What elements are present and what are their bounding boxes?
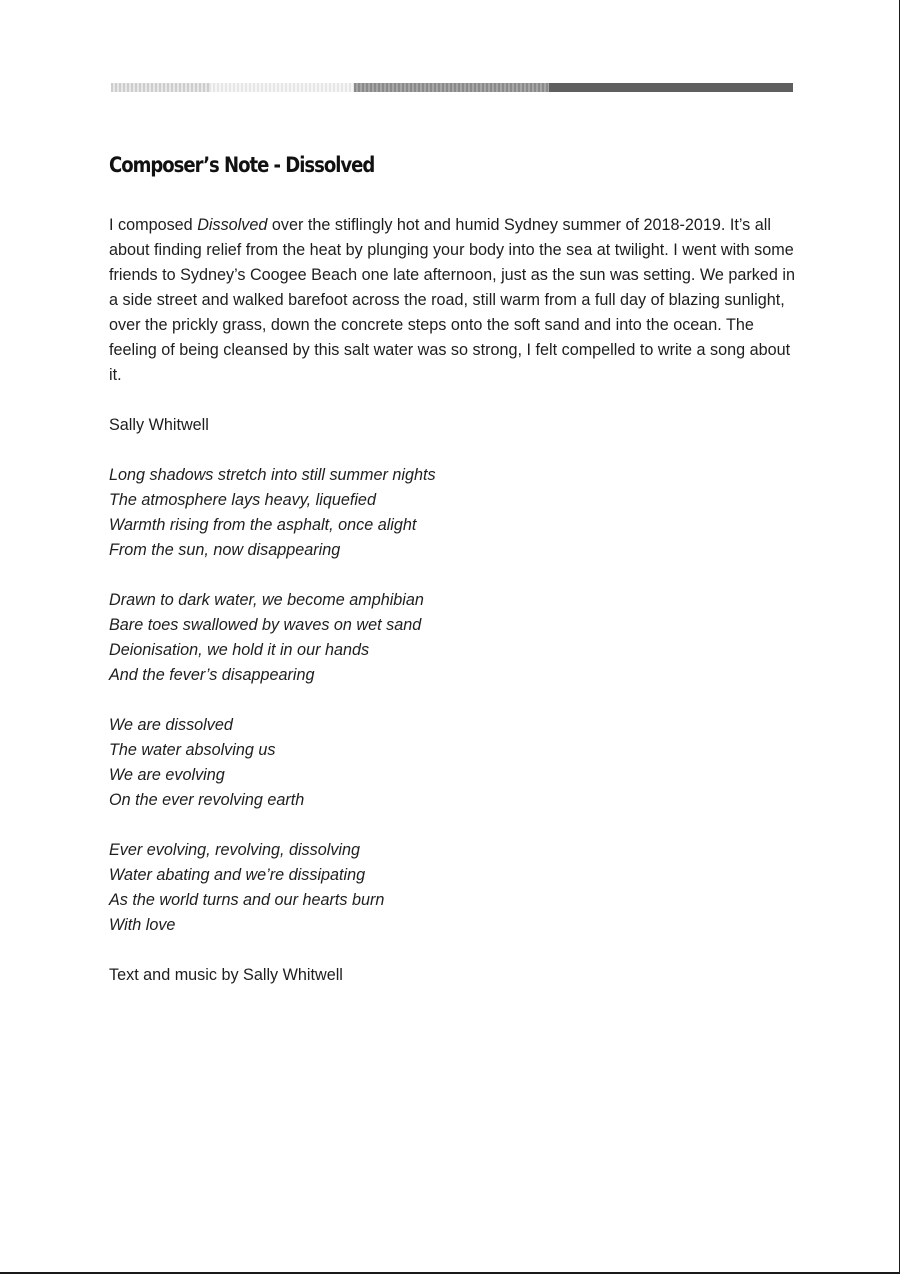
lyric-line: Drawn to dark water, we become amphibian	[109, 591, 424, 609]
lyric-line: The water absolving us	[109, 741, 276, 759]
credit-line: Text and music by Sally Whitwell	[109, 966, 343, 984]
header-bar-segment	[111, 83, 209, 92]
lyric-line: Water abating and we’re dissipating	[109, 866, 366, 884]
lyric-line: As the world turns and our hearts burn	[109, 891, 385, 909]
header-bar-segment	[549, 83, 793, 92]
lyric-stanza-2	[109, 588, 799, 688]
lyric-line: We are dissolved	[109, 716, 233, 734]
header-bar-segment	[354, 83, 549, 92]
page-title: Composer’s Note - Dissolved	[109, 153, 375, 177]
lyric-line: Long shadows stretch into still summer nights	[109, 466, 436, 484]
lyric-stanza-4	[109, 838, 799, 938]
lyric-line: Bare toes swallowed by waves on wet sand	[109, 616, 422, 634]
intro-work-title: Dissolved	[197, 216, 268, 234]
signature: Sally Whitwell	[109, 416, 209, 434]
lyric-line: From the sun, now disappearing	[109, 541, 341, 559]
lyric-stanza-3	[109, 713, 799, 813]
document-content	[109, 148, 799, 988]
lyric-line: Deionisation, we hold it in our hands	[109, 641, 370, 659]
lyric-line: Warmth rising from the asphalt, once alight	[109, 516, 417, 534]
lyric-line: We are evolving	[109, 766, 225, 784]
lyric-line: The atmosphere lays heavy, liquefied	[109, 491, 376, 509]
header-bar-segment	[209, 83, 354, 92]
header-decorative-bar	[111, 83, 793, 92]
intro-paragraph	[109, 213, 799, 388]
intro-text-rest: over the stiflingly hot and humid Sydney summer of 2018-2019. It’s all about finding relief from the heat by plunging your body into the sea at twilight. I went with some friends to Sydney’s Coogee Beach one late afternoon, just as the sun was setting. We parked in a side street and walked barefoot across the road, still warm from a full day of blazing sunlight, over the prickly grass, down the concrete steps onto the soft sand and into the ocean. The feeling of being cleansed by this salt water was so strong, I felt compelled to write a song about it.	[109, 216, 795, 384]
lyric-line: Ever evolving, revolving, dissolving	[109, 841, 361, 859]
lyric-stanza-1	[109, 463, 799, 563]
lyric-line: With love	[109, 916, 176, 934]
lyric-line: And the fever’s disappearing	[109, 666, 315, 684]
lyric-line: On the ever revolving earth	[109, 791, 305, 809]
intro-text-start: I composed	[109, 216, 198, 234]
